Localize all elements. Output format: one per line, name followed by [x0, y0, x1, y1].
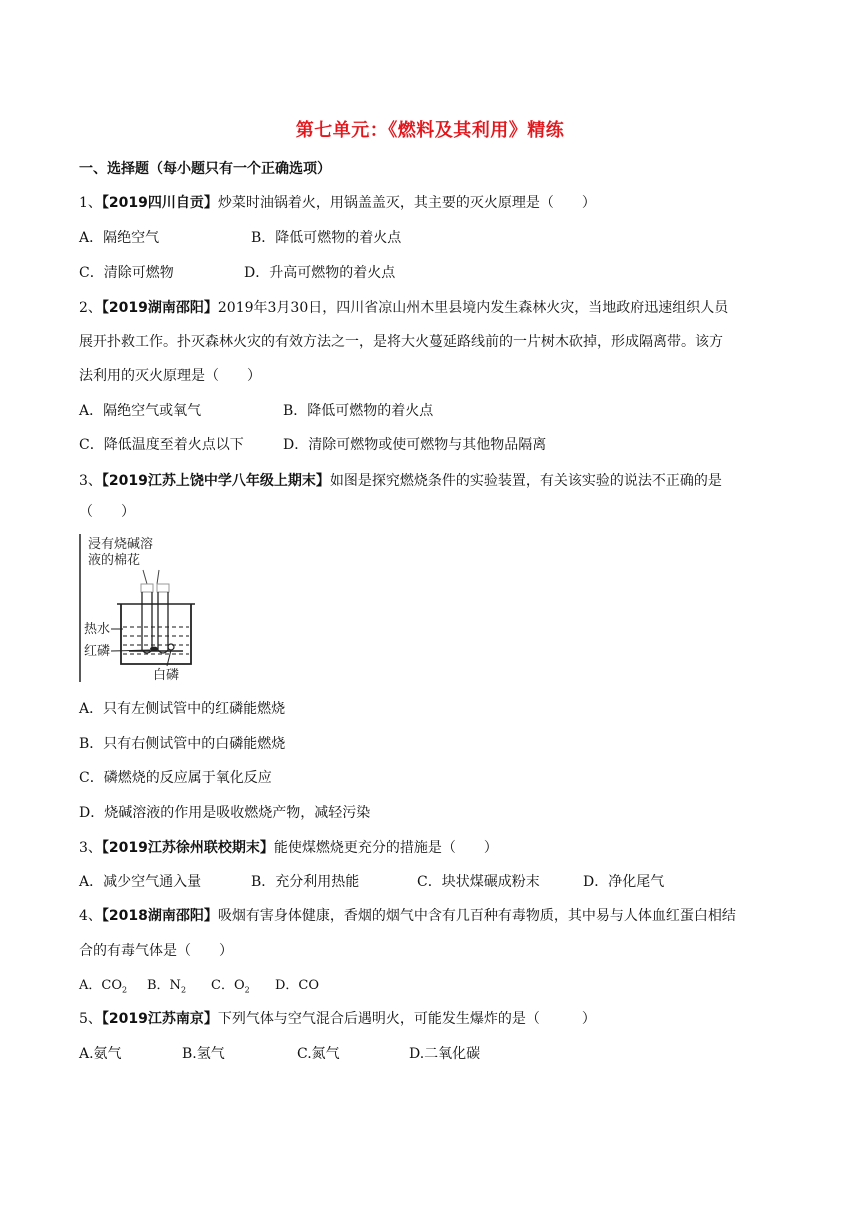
question-text: 吸烟有害身体健康，香烟的烟气中含有几百种有毒物质，其中易与人体血红蛋白相结 — [217, 908, 736, 924]
question-text-line: 法利用的灭火原理是（ ） — [79, 368, 261, 384]
options-row — [79, 262, 395, 282]
option-a: A．隔绝空气 — [79, 230, 160, 246]
white-phosphorus — [168, 644, 174, 650]
options-row — [79, 871, 664, 891]
option-a: A．$CO_2$ — [79, 978, 128, 995]
question-5 — [79, 1008, 596, 1028]
option-c: C．块状煤碾成粉末 — [417, 874, 540, 890]
options-row — [79, 227, 401, 247]
option-c: C．磷燃烧的反应属于氧化反应 — [79, 770, 272, 786]
label-cotton-2: 液的棉花 — [88, 553, 141, 568]
cotton-plug-left — [141, 584, 153, 592]
option-b: B．降低可燃物的着火点 — [251, 230, 402, 246]
question-source: 【2018湖南邵阳】 — [101, 908, 218, 924]
option-a: A．隔绝空气或氧气 — [79, 403, 202, 419]
options-row — [79, 400, 433, 420]
option-d: D．CO — [275, 978, 320, 993]
option-c: C．降低温度至着火点以下 — [79, 437, 244, 453]
question-2 — [79, 297, 728, 317]
question-number: 3、 — [79, 840, 102, 856]
question-source: 【2019四川自贡】 — [101, 195, 218, 211]
option-c: C.氮气 — [297, 1046, 340, 1062]
question-number: 2、 — [79, 300, 102, 316]
question-text: 能使煤燃烧更充分的措施是（ ） — [273, 840, 498, 856]
option-a: A.氨气 — [79, 1046, 122, 1062]
question-number: 5、 — [79, 1011, 102, 1027]
question-3b — [79, 837, 498, 857]
pointer-line — [157, 570, 159, 584]
question-1 — [79, 192, 596, 212]
option-b: B．充分利用热能 — [251, 874, 360, 890]
experiment-figure — [79, 532, 239, 682]
question-number: 4、 — [79, 908, 102, 924]
question-number: 3、 — [79, 473, 102, 489]
question-text: 下列气体与空气混合后遇明火，可能发生爆炸的是（ ） — [217, 1011, 596, 1027]
question-text-line: 合的有毒气体是（ ） — [79, 943, 233, 959]
options-row — [79, 434, 546, 454]
option-d: D．烧碱溶液的作用是吸收燃烧产物，减轻污染 — [79, 805, 371, 821]
option-d: D.二氧化碳 — [409, 1046, 481, 1062]
label-white-phosphorus: 白磷 — [153, 668, 180, 682]
test-tube-left — [142, 592, 152, 653]
question-source: 【2019江苏上饶中学八年级上期末】 — [101, 473, 330, 489]
option-b: B．降低可燃物的着火点 — [283, 403, 434, 419]
option-d: D．清除可燃物或使可燃物与其他物品隔离 — [283, 437, 547, 453]
option-c: C．$O_2$ — [211, 978, 250, 995]
option-d: D．净化尾气 — [583, 874, 665, 890]
pointer-line — [143, 570, 147, 584]
red-phosphorus — [150, 647, 158, 652]
question-3 — [79, 470, 722, 490]
option-b: B．只有右侧试管中的白磷能燃烧 — [79, 736, 286, 752]
options-row — [79, 1043, 480, 1063]
cotton-plug-right — [157, 584, 169, 592]
label-cotton-1: 浸有烧碱溶 — [88, 537, 154, 552]
page-title: 第七单元：《燃料及其利用》精练 — [295, 120, 565, 141]
question-text-line: （ ） — [79, 504, 135, 520]
option-a: A．只有左侧试管中的红磷能燃烧 — [79, 701, 286, 717]
option-a: A．减少空气通入量 — [79, 874, 202, 890]
question-text-line: 展开扑救工作。扑灭森林火灾的有效方法之一，是将大火蔓延路线前的一片树木砍掉，形成隔离带。该方 — [79, 334, 723, 350]
question-4 — [79, 905, 736, 925]
beaker — [121, 604, 191, 664]
question-text: 如图是探究燃烧条件的实验装置，有关该实验的说法不正确的是 — [329, 473, 722, 489]
question-source: 【2019江苏徐州联校期末】 — [101, 840, 274, 856]
question-source: 【2019湖南邵阳】 — [101, 300, 218, 316]
question-source: 【2019江苏南京】 — [101, 1011, 218, 1027]
option-b: B．$N_2$ — [147, 978, 187, 995]
options-row — [79, 974, 319, 995]
label-hot-water: 热水 — [84, 622, 111, 637]
option-c: C．清除可燃物 — [79, 265, 174, 281]
question-text: 2019年3月30日，四川省凉山州木里县境内发生森林火灾，当地政府迅速组织人员 — [217, 300, 729, 316]
option-b: B.氢气 — [182, 1046, 225, 1062]
label-red-phosphorus: 红磷 — [84, 644, 111, 659]
question-text: 炒菜时油锅着火，用锅盖盖灭，其主要的灭火原理是（ ） — [217, 195, 596, 211]
question-number: 1、 — [79, 195, 102, 211]
section-heading: 一、选择题（每小题只有一个正确选项） — [79, 161, 331, 177]
test-tube-right — [158, 592, 168, 653]
option-d: D．升高可燃物的着火点 — [244, 265, 396, 281]
